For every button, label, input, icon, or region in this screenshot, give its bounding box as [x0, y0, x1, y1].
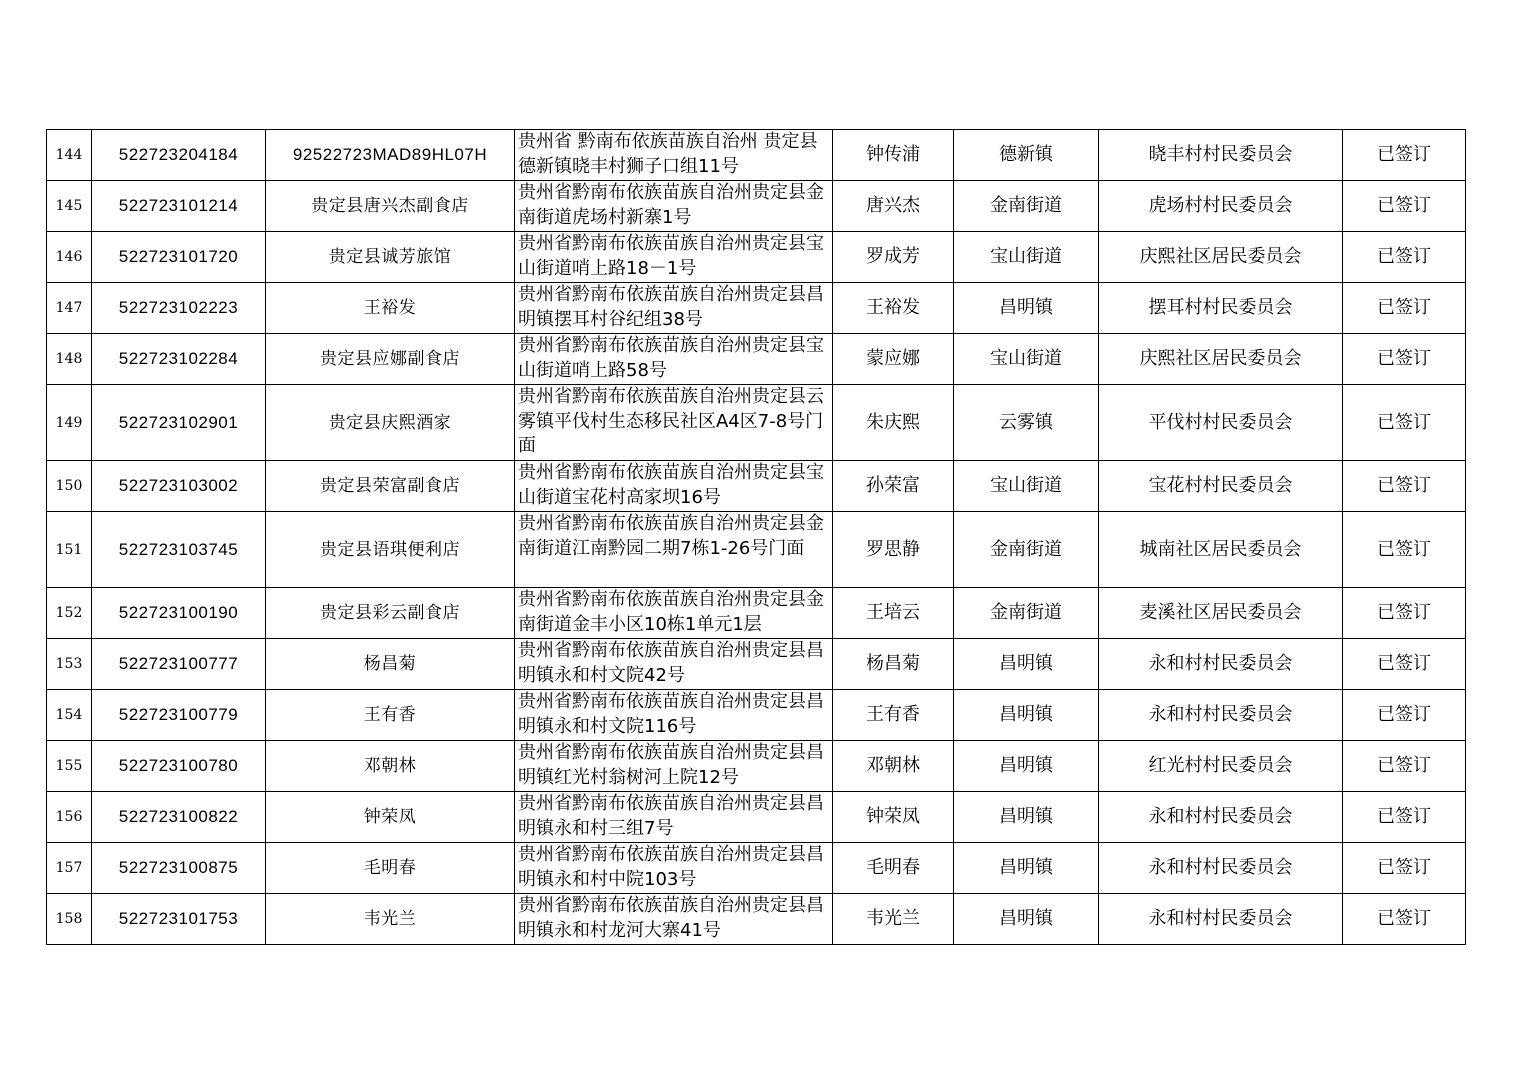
business-name-cell: 毛明春 — [266, 843, 515, 894]
address-cell: 贵州省黔南布依族苗族自治州贵定县昌明镇永和村三组7号 — [515, 792, 833, 843]
address-cell: 贵州省黔南布依族苗族自治州贵定县昌明镇摆耳村谷纪组38号 — [515, 283, 833, 334]
address-cell: 贵州省黔南布依族苗族自治州贵定县金南街道金丰小区10栋1单元1层 — [515, 588, 833, 639]
address-cell: 贵州省黔南布依族苗族自治州贵定县云雾镇平伐村生态移民社区A4区7-8号门面 — [515, 385, 833, 461]
person-cell: 朱庆熙 — [833, 385, 954, 461]
table-row — [47, 894, 1466, 945]
code-cell: 522723100822 — [92, 792, 266, 843]
business-name-cell: 贵定县诚芳旅馆 — [266, 232, 515, 283]
business-name-cell: 钟荣凤 — [266, 792, 515, 843]
table-row — [47, 283, 1466, 334]
business-name-cell: 贵定县彩云副食店 — [266, 588, 515, 639]
row-index-cell: 155 — [47, 741, 92, 792]
table-row — [47, 792, 1466, 843]
row-index-cell: 152 — [47, 588, 92, 639]
row-index-cell: 158 — [47, 894, 92, 945]
status-cell: 已签订 — [1343, 283, 1466, 334]
business-name-cell: 韦光兰 — [266, 894, 515, 945]
town-cell: 宝山街道 — [954, 334, 1099, 385]
committee-cell: 永和村村民委员会 — [1099, 690, 1343, 741]
committee-cell: 永和村村民委员会 — [1099, 894, 1343, 945]
town-cell: 昌明镇 — [954, 741, 1099, 792]
table-row — [47, 130, 1466, 181]
row-index-cell: 149 — [47, 385, 92, 461]
address-cell: 贵州省黔南布依族苗族自治州贵定县昌明镇永和村文院116号 — [515, 690, 833, 741]
code-cell: 522723102223 — [92, 283, 266, 334]
committee-cell: 城南社区居民委员会 — [1099, 512, 1343, 588]
table-row — [47, 843, 1466, 894]
town-cell: 昌明镇 — [954, 283, 1099, 334]
code-cell: 522723103745 — [92, 512, 266, 588]
town-cell: 昌明镇 — [954, 894, 1099, 945]
code-cell: 522723100779 — [92, 690, 266, 741]
town-cell: 金南街道 — [954, 512, 1099, 588]
person-cell: 王裕发 — [833, 283, 954, 334]
row-index-cell: 150 — [47, 461, 92, 512]
status-cell: 已签订 — [1343, 843, 1466, 894]
table-row — [47, 461, 1466, 512]
person-cell: 韦光兰 — [833, 894, 954, 945]
address-cell: 贵州省黔南布依族苗族自治州贵定县昌明镇永和村文院42号 — [515, 639, 833, 690]
business-name-cell: 贵定县庆熙酒家 — [266, 385, 515, 461]
table-row — [47, 588, 1466, 639]
town-cell: 云雾镇 — [954, 385, 1099, 461]
person-cell: 唐兴杰 — [833, 181, 954, 232]
row-index-cell: 157 — [47, 843, 92, 894]
status-cell: 已签订 — [1343, 639, 1466, 690]
committee-cell: 永和村村民委员会 — [1099, 792, 1343, 843]
person-cell: 王培云 — [833, 588, 954, 639]
table-row — [47, 512, 1466, 588]
address-cell: 贵州省黔南布依族苗族自治州贵定县昌明镇红光村翁树河上院12号 — [515, 741, 833, 792]
status-cell: 已签订 — [1343, 461, 1466, 512]
row-index-cell: 147 — [47, 283, 92, 334]
business-name-cell: 92522723MAD89HL07H — [266, 130, 515, 181]
committee-cell: 红光村村民委员会 — [1099, 741, 1343, 792]
business-name-cell: 杨昌菊 — [266, 639, 515, 690]
business-name-cell: 贵定县唐兴杰副食店 — [266, 181, 515, 232]
row-index-cell: 146 — [47, 232, 92, 283]
code-cell: 522723100780 — [92, 741, 266, 792]
row-index-cell: 156 — [47, 792, 92, 843]
committee-cell: 晓丰村村民委员会 — [1099, 130, 1343, 181]
town-cell: 宝山街道 — [954, 232, 1099, 283]
committee-cell: 虎场村村民委员会 — [1099, 181, 1343, 232]
code-cell: 522723100875 — [92, 843, 266, 894]
address-cell: 贵州省黔南布依族苗族自治州贵定县金南街道虎场村新寨1号 — [515, 181, 833, 232]
status-cell: 已签订 — [1343, 792, 1466, 843]
row-index-cell: 154 — [47, 690, 92, 741]
row-index-cell: 148 — [47, 334, 92, 385]
committee-cell: 永和村村民委员会 — [1099, 639, 1343, 690]
town-cell: 昌明镇 — [954, 792, 1099, 843]
address-cell: 贵州省黔南布依族苗族自治州贵定县宝山街道哨上路18－1号 — [515, 232, 833, 283]
person-cell: 蒙应娜 — [833, 334, 954, 385]
code-cell: 522723204184 — [92, 130, 266, 181]
table-row — [47, 385, 1466, 461]
table-row — [47, 639, 1466, 690]
status-cell: 已签订 — [1343, 894, 1466, 945]
table-body — [47, 130, 1466, 945]
business-name-cell: 贵定县荣富副食店 — [266, 461, 515, 512]
code-cell: 522723102284 — [92, 334, 266, 385]
committee-cell: 庆熙社区居民委员会 — [1099, 232, 1343, 283]
code-cell: 522723103002 — [92, 461, 266, 512]
code-cell: 522723101214 — [92, 181, 266, 232]
town-cell: 德新镇 — [954, 130, 1099, 181]
address-cell: 贵州省黔南布依族苗族自治州贵定县金南街道江南黔园二期7栋1-26号门面 — [515, 512, 833, 588]
address-cell: 贵州省黔南布依族苗族自治州贵定县宝山街道宝花村高家坝16号 — [515, 461, 833, 512]
table-row — [47, 181, 1466, 232]
business-name-cell: 贵定县应娜副食店 — [266, 334, 515, 385]
town-cell: 宝山街道 — [954, 461, 1099, 512]
code-cell: 522723101720 — [92, 232, 266, 283]
status-cell: 已签订 — [1343, 334, 1466, 385]
business-name-cell: 贵定县语琪便利店 — [266, 512, 515, 588]
town-cell: 昌明镇 — [954, 690, 1099, 741]
committee-cell: 摆耳村村民委员会 — [1099, 283, 1343, 334]
person-cell: 罗思静 — [833, 512, 954, 588]
table-row — [47, 741, 1466, 792]
registry-table — [46, 129, 1466, 945]
committee-cell: 麦溪社区居民委员会 — [1099, 588, 1343, 639]
row-index-cell: 153 — [47, 639, 92, 690]
person-cell: 罗成芳 — [833, 232, 954, 283]
address-cell: 贵州省黔南布依族苗族自治州贵定县昌明镇永和村龙河大寨41号 — [515, 894, 833, 945]
address-cell: 贵州省黔南布依族苗族自治州贵定县昌明镇永和村中院103号 — [515, 843, 833, 894]
code-cell: 522723100190 — [92, 588, 266, 639]
status-cell: 已签订 — [1343, 130, 1466, 181]
business-name-cell: 王裕发 — [266, 283, 515, 334]
person-cell: 邓朝林 — [833, 741, 954, 792]
code-cell: 522723101753 — [92, 894, 266, 945]
person-cell: 毛明春 — [833, 843, 954, 894]
town-cell: 金南街道 — [954, 588, 1099, 639]
status-cell: 已签订 — [1343, 512, 1466, 588]
status-cell: 已签订 — [1343, 690, 1466, 741]
committee-cell: 平伐村村民委员会 — [1099, 385, 1343, 461]
business-name-cell: 王有香 — [266, 690, 515, 741]
person-cell: 王有香 — [833, 690, 954, 741]
row-index-cell: 145 — [47, 181, 92, 232]
committee-cell: 庆熙社区居民委员会 — [1099, 334, 1343, 385]
status-cell: 已签订 — [1343, 385, 1466, 461]
address-cell: 贵州省黔南布依族苗族自治州贵定县宝山街道哨上路58号 — [515, 334, 833, 385]
person-cell: 钟传浦 — [833, 130, 954, 181]
code-cell: 522723100777 — [92, 639, 266, 690]
person-cell: 钟荣凤 — [833, 792, 954, 843]
committee-cell: 永和村村民委员会 — [1099, 843, 1343, 894]
status-cell: 已签订 — [1343, 741, 1466, 792]
row-index-cell: 144 — [47, 130, 92, 181]
town-cell: 昌明镇 — [954, 843, 1099, 894]
committee-cell: 宝花村村民委员会 — [1099, 461, 1343, 512]
code-cell: 522723102901 — [92, 385, 266, 461]
table-row — [47, 690, 1466, 741]
person-cell: 杨昌菊 — [833, 639, 954, 690]
status-cell: 已签订 — [1343, 232, 1466, 283]
row-index-cell: 151 — [47, 512, 92, 588]
address-cell: 贵州省 黔南布依族苗族自治州 贵定县德新镇晓丰村狮子口组11号 — [515, 130, 833, 181]
table-row — [47, 232, 1466, 283]
town-cell: 昌明镇 — [954, 639, 1099, 690]
status-cell: 已签订 — [1343, 588, 1466, 639]
business-name-cell: 邓朝林 — [266, 741, 515, 792]
person-cell: 孙荣富 — [833, 461, 954, 512]
town-cell: 金南街道 — [954, 181, 1099, 232]
table-row — [47, 334, 1466, 385]
status-cell: 已签订 — [1343, 181, 1466, 232]
